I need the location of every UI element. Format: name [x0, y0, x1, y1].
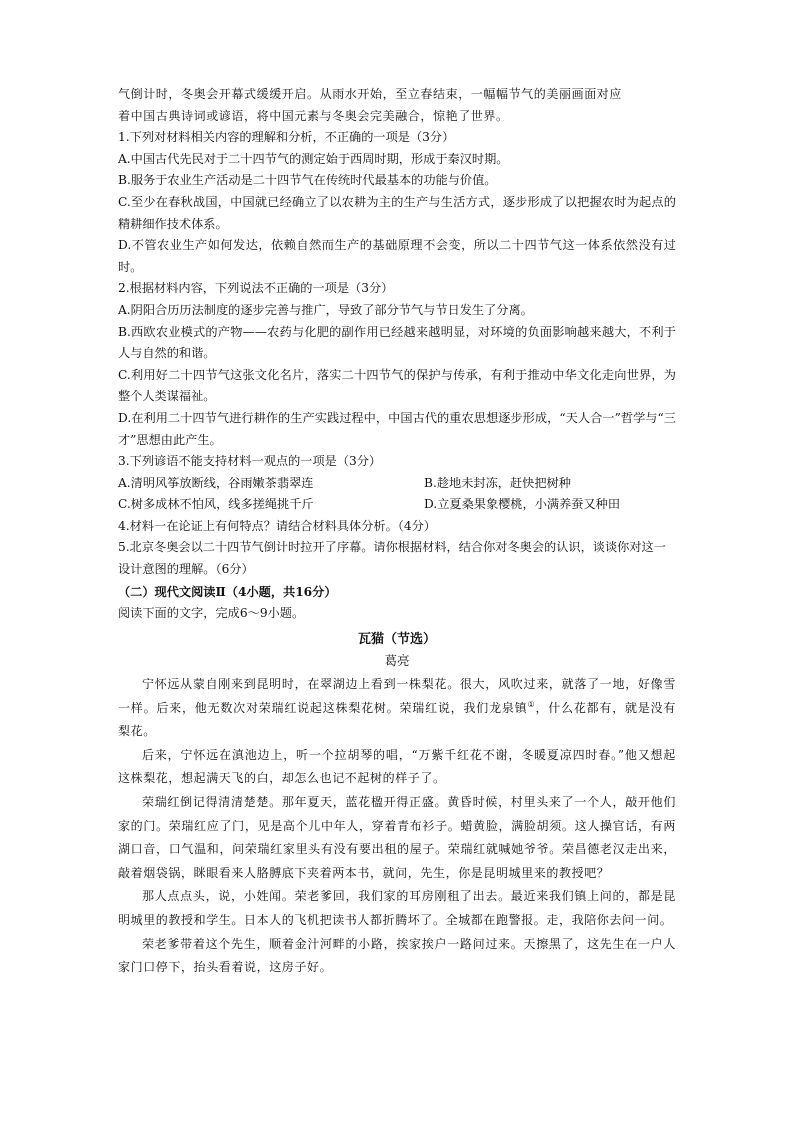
question-3-options-row-1 — [118, 473, 676, 495]
question-2-option-a: A.阴阳合历历法制度的逐步完善与推广，导致了部分节气与节日发生了分离。 — [118, 302, 533, 317]
question-3-option-d: D.立夏桑果象樱桃，小满养蚕又种田 — [424, 497, 621, 512]
question-3-option-c: C.树多成林不怕风，线多搓绳挑千斤 — [118, 497, 314, 512]
section-heading: （二）现代文阅读Ⅱ（4小题，共16分） — [118, 584, 337, 599]
question-2-option-b: B.西欧农业模式的产物——农药与化肥的副作用已经越来越明显，对环境的负面影响越来越大，不利于人与自然的和谐。 — [118, 324, 676, 361]
question-1 — [118, 127, 676, 278]
footnote-marker: ① — [527, 699, 536, 709]
question-1-option-d: D.不管农业生产如何发达，依赖自然而生产的基础原理不会变，所以二十四节气这一体系依然没有过时。 — [118, 238, 676, 274]
intro-passage — [118, 84, 676, 127]
question-2-stem: 2.根据材料内容，下列说法不正确的一项是（3分） — [118, 281, 394, 296]
question-1-stem: 1.下列对材料相关内容的理解和分析，不正确的一项是（3分） — [118, 130, 455, 145]
question-3-stem: 3.下列谚语不能支持材料一观点的一项是（3分） — [118, 454, 382, 469]
intro-line-2: 着中国古典诗词或谚语，将中国元素与冬奥会完美融合，惊艳了世界。 — [118, 108, 509, 123]
question-4: 4.材料一在论证上有何特点？请结合材料具体分析。（4分） — [118, 518, 436, 533]
intro-line-1: 气倒计时，冬奥会开幕式缓缓开启。从雨水开始，至立春结束，一幅幅节气的美丽画面对应 — [118, 87, 623, 101]
question-3 — [118, 451, 676, 516]
story-paragraph-1-text-b: ，什么花都有，就是没有梨花。 — [118, 700, 676, 739]
story-paragraph-3: 荣瑞红倒记得清清楚楚。那年夏天，蓝花楹开得正盛。黄昏时候，村里头来了一个人，敲开他们家的门。荣瑞红应了门，见是高个儿中年人，穿着青布衫子。蜡黄脸，满脸胡须。这人操官话，有两湖口音，口气温和，问荣瑞红家里头有没有要出租的屋子。荣瑞红就喊她爷爷。荣昌德老汉走出来，敲着烟袋锅，眯眼看来人胳膊底下夹着两本书，就问，先生，你是昆明城里来的教授吧？ — [118, 795, 676, 880]
story-paragraph-4: 那人点点头，说，小姓闻。荣老爹回，我们家的耳房刚租了出去。最近来我们镇上问的，都是昆明城里的教授和学生。日本人的飞机把读书人都折腾坏了。全城都在跑警报。走，我陪你去问一问。 — [118, 889, 676, 927]
story-paragraph-2: 后来，宁怀远在滇池边上，听一个拉胡琴的唱，“万紫千红花不谢，冬暖夏凉四时春。”他又想起这株梨花，想起满天飞的白，却怎么也记不起树的样子了。 — [118, 747, 676, 786]
question-3-option-b: B.趁地未封冻，赶快把树种 — [424, 475, 571, 490]
question-3-option-a: A.清明风筝放断线，谷雨嫩茶翡翠连 — [118, 475, 314, 490]
section-instruction: 阅读下面的文字，完成6～9小题。 — [118, 606, 305, 621]
question-2-option-d: D.在利用二十四节气进行耕作的生产实践过程中，中国古代的重农思想逐步形成，“天人合一”哲学与“三才”思想由此产生。 — [118, 410, 676, 447]
story-paragraph-5: 荣老爹带着这个先生，顺着金汁河畔的小路，挨家挨户一路问过来。天擦黑了，这先生在一户人家门口停下，抬头看着说，这房子好。 — [118, 936, 676, 975]
document-page — [118, 84, 676, 980]
story-paragraph-1-text-a: 宁怀远从蒙自刚来到昆明时，在翠湖边上看到一株梨花。很大，风吹过来，就落了一地，好像雪一样。后来，他无数次对荣瑞红说起这株梨花树。荣瑞红说，我们龙泉镇 — [118, 677, 676, 715]
question-2 — [118, 278, 676, 451]
story-title: 瓦猫（节选） — [357, 631, 436, 647]
question-2-option-c: C.利用好二十四节气这张文化名片，落实二十四节气的保护与传承，有利于推动中华文化走向世界，为整个人类谋福祉。 — [118, 367, 676, 404]
question-5: 5.北京冬奥会以二十四节气倒计时拉开了序幕。请你根据材料，结合你对冬奥会的认识，谈谈你对这一设计意图的理解。（6分） — [118, 540, 666, 577]
question-3-options-row-2 — [118, 494, 676, 516]
story-author: 葛亮 — [384, 653, 410, 669]
question-1-option-c: C.至少在春秋战国，中国就已经确立了以农耕为主的生产与生活方式，逐步形成了以把握农时为起点的精耕细作技术体系。 — [118, 194, 676, 231]
question-1-option-a: A.中国古代先民对于二十四节气的测定始于西周时期，形成于秦汉时期。 — [118, 151, 509, 166]
story-passage — [118, 673, 676, 980]
question-1-option-b: B.服务于农业生产活动是二十四节气在传统时代最基本的功能与价值。 — [118, 173, 497, 188]
story-paragraph-1 — [118, 673, 676, 744]
